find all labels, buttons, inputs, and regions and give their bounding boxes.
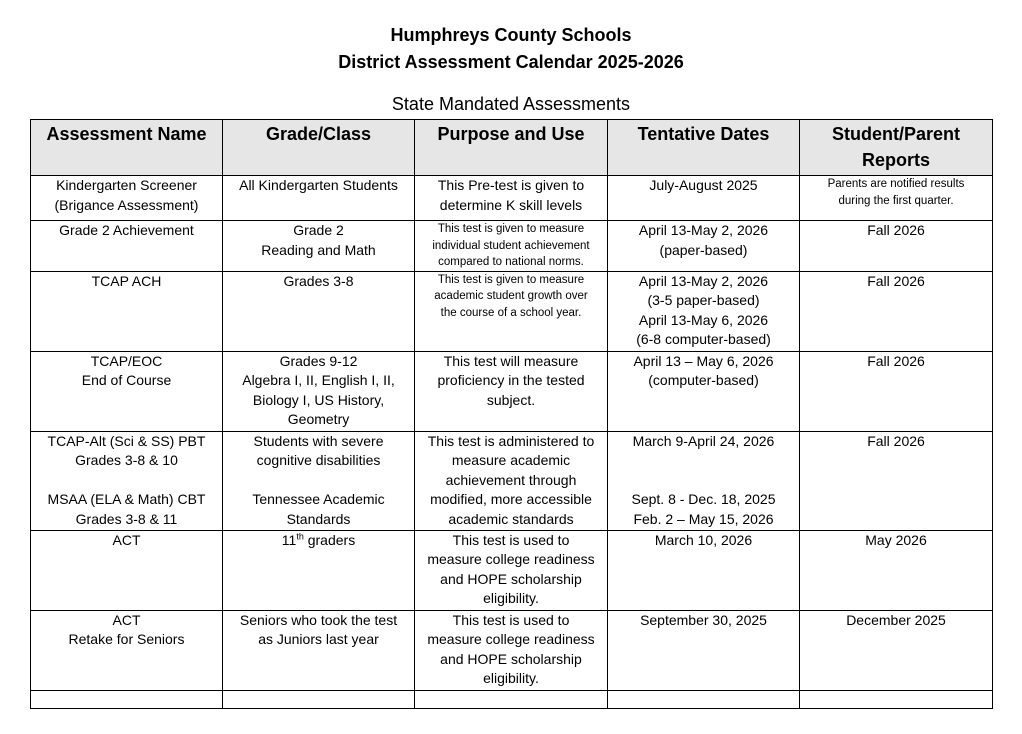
cell-line: Fall 2026 (867, 222, 925, 238)
cell-reports (800, 271, 993, 351)
ordinal-suffix: th (296, 530, 304, 541)
cell-line: individual student achievement (432, 239, 590, 252)
cell-line: This test is given to measure (437, 223, 585, 235)
district-name: Humphreys County Schools (390, 25, 632, 45)
cell-line: as Juniors last year (258, 631, 379, 647)
cell-line: (6-8 computer-based) (636, 331, 771, 347)
cell-line: and HOPE scholarship (440, 650, 582, 667)
cell-line: measure college readiness (427, 631, 595, 647)
cell-assessment-name (31, 530, 223, 610)
cell-line: academic standards (448, 510, 574, 527)
cell-line: May 2026 (865, 531, 927, 548)
cell-purpose (415, 530, 608, 610)
table-header-row (31, 120, 993, 176)
grade-text: graders (303, 531, 356, 548)
cell-line: during the first quarter. (838, 194, 954, 207)
empty-cell (608, 690, 800, 708)
cell-dates (608, 221, 800, 272)
cell-dates (608, 610, 800, 690)
table-row (31, 221, 993, 272)
cell-line: TCAP ACH (91, 272, 162, 289)
table-row (31, 610, 993, 690)
section-title: State Mandated Assessments (391, 94, 631, 114)
cell-line: academic student growth over (434, 290, 588, 302)
table-row-empty (31, 690, 993, 708)
cell-assessment-name (31, 221, 223, 272)
cell-grade (223, 221, 415, 272)
cell-line: This test will measure (443, 352, 579, 369)
cell-purpose (415, 431, 608, 530)
cell-grade (223, 351, 415, 431)
cell-line: MSAA (ELA & Math) CBT (47, 491, 206, 507)
cell-reports (800, 610, 993, 690)
cell-grade (223, 530, 415, 610)
cell-line: Retake for Seniors (68, 631, 185, 647)
cell-line: (Brigance Assessment) (54, 196, 199, 213)
cell-grade (223, 610, 415, 690)
table-row (31, 176, 993, 221)
cell-dates (608, 351, 800, 431)
cell-line: Geometry (287, 411, 350, 427)
empty-cell (31, 690, 223, 708)
table-row (31, 271, 993, 351)
cell-line: Fall 2026 (867, 432, 925, 449)
grade-number: 11 (281, 531, 297, 548)
spacer (226, 471, 411, 491)
cell-line: Parents are notified results (827, 178, 965, 190)
cell-line: proficiency in the tested (437, 372, 585, 388)
cell-line: April 13-May 6, 2026 (638, 311, 769, 328)
cell-line: End of Course (81, 372, 172, 388)
cell-line: Standards (286, 510, 351, 527)
cell-line: ACT (112, 611, 141, 628)
cell-line: eligibility. (483, 670, 539, 686)
cell-line: compared to national norms. (438, 256, 584, 268)
cell-reports (800, 431, 993, 530)
cell-line: eligibility. (483, 590, 539, 606)
cell-line: TCAP/EOC (90, 352, 163, 369)
table-row (31, 431, 993, 530)
cell-grade (223, 271, 415, 351)
cell-assessment-name (31, 431, 223, 530)
spacer (611, 451, 796, 490)
cell-line: Biology I, US History, (252, 391, 385, 408)
cell-line: measure academic (451, 452, 571, 468)
cell-purpose (415, 176, 608, 221)
cell-grade (223, 176, 415, 221)
cell-line: April 13 – May 6, 2026 (633, 352, 774, 369)
cell-purpose (415, 351, 608, 431)
spacer (34, 471, 219, 491)
cell-line: Reading and Math (261, 241, 376, 258)
cell-line: Grades 9-12 (279, 352, 358, 369)
cell-line: This test is used to (452, 611, 570, 628)
cell-line: subject. (486, 391, 536, 408)
cell-line: Fall 2026 (867, 352, 925, 369)
cell-dates (608, 271, 800, 351)
cell-line: achievement through (445, 471, 577, 488)
title-block (0, 22, 1022, 76)
cell-line: All Kindergarten Students (239, 177, 398, 193)
column-header-reports: Student/Parent Reports (800, 120, 993, 176)
cell-line: Students with severe (253, 432, 384, 449)
cell-reports (800, 176, 993, 221)
cell-line: (3-5 paper-based) (647, 292, 760, 308)
empty-cell (415, 690, 608, 708)
cell-line: Grade 2 Achievement (59, 222, 194, 238)
cell-dates (608, 530, 800, 610)
column-header-dates: Tentative Dates (608, 120, 800, 176)
cell-reports (800, 351, 993, 431)
cell-line: July-August 2025 (649, 177, 758, 193)
cell-assessment-name (31, 351, 223, 431)
calendar-title: District Assessment Calendar 2025-2026 (338, 52, 684, 72)
cell-purpose (415, 271, 608, 351)
cell-line: Algebra I, II, English I, II, (242, 372, 395, 388)
cell-line: Fall 2026 (867, 272, 925, 289)
cell-line: the course of a school year. (440, 306, 582, 319)
cell-line: measure college readiness (427, 551, 595, 567)
empty-cell (800, 690, 993, 708)
cell-line: Grades 3-8 (283, 272, 354, 289)
column-header-assessment-name: Assessment Name (31, 120, 223, 176)
cell-line: September 30, 2025 (640, 611, 767, 628)
cell-purpose (415, 610, 608, 690)
cell-grade (223, 431, 415, 530)
table-row (31, 351, 993, 431)
cell-line: (computer-based) (648, 372, 759, 388)
cell-assessment-name (31, 176, 223, 221)
cell-line: ACT (112, 531, 141, 548)
cell-line: Seniors who took the test (239, 611, 398, 628)
cell-line: modified, more accessible (430, 491, 592, 507)
cell-line: Grade 2 (293, 222, 344, 238)
cell-dates (608, 431, 800, 530)
cell-line: TCAP-Alt (Sci & SS) PBT (47, 432, 206, 449)
cell-line: determine K skill levels (439, 196, 583, 213)
cell-line: (paper-based) (659, 241, 748, 258)
cell-line: Tennessee Academic (252, 491, 385, 507)
cell-line: Sept. 8 - Dec. 18, 2025 (631, 491, 776, 507)
cell-dates (608, 176, 800, 221)
cell-line: April 13-May 2, 2026 (638, 272, 769, 289)
cell-reports (800, 530, 993, 610)
cell-line (226, 531, 411, 551)
cell-line: This test is used to (452, 531, 570, 548)
column-header-purpose: Purpose and Use (415, 120, 608, 176)
cell-purpose (415, 221, 608, 272)
cell-line: This test is given to measure (437, 273, 585, 286)
cell-line: Feb. 2 – May 15, 2026 (633, 510, 774, 527)
cell-line: March 10, 2026 (654, 531, 753, 548)
cell-reports (800, 221, 993, 272)
cell-line: Kindergarten Screener (56, 177, 197, 193)
cell-line: December 2025 (846, 611, 946, 628)
cell-line: cognitive disabilities (256, 452, 381, 468)
cell-line: This test is administered to (427, 432, 595, 449)
cell-line: Grades 3-8 & 10 (75, 452, 178, 468)
cell-line: April 13-May 2, 2026 (638, 222, 769, 238)
cell-assessment-name (31, 610, 223, 690)
cell-line: and HOPE scholarship (440, 570, 582, 587)
assessment-table (30, 119, 993, 709)
table-row (31, 530, 993, 610)
cell-line: Grades 3-8 & 11 (75, 510, 178, 527)
cell-line: March 9-April 24, 2026 (632, 432, 775, 449)
cell-assessment-name (31, 271, 223, 351)
empty-cell (223, 690, 415, 708)
column-header-grade-class: Grade/Class (223, 120, 415, 176)
cell-line: This Pre-test is given to (437, 177, 585, 193)
